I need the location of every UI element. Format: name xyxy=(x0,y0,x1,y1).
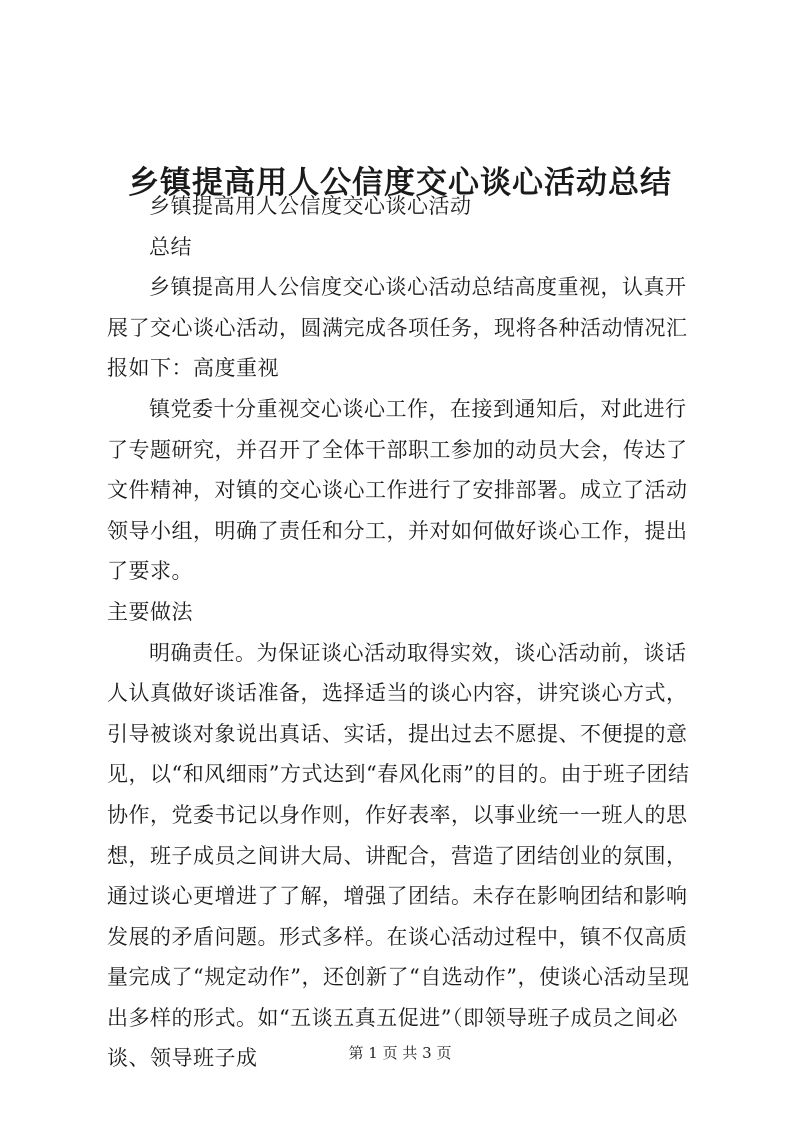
paragraph-leadership: 镇党委十分重视交心谈心工作，在接到通知后，对此进行了专题研究，并召开了全体干部职工参加的动员大会，传达了文件精神，对镇的交心谈心工作进行了安排部署。成立了活动领导小组，明确了责任和分工，并对如何做好谈心工作，提出了要求。 xyxy=(107,396,688,584)
document-body xyxy=(107,186,707,1079)
paragraph-intro: 乡镇提高用人公信度交心谈心活动总结高度重视，认真开展了交心谈心活动，圆满完成各项任务，现将各种活动情况汇报如下：高度重视 xyxy=(107,275,688,381)
subtitle-line-1: 乡镇提高用人公信度交心谈心活动 xyxy=(149,194,472,218)
paragraph-methods: 明确责任。为保证谈心活动取得实效，谈心活动前，谈话人认真做好谈话准备，选择适当的谈心内容，讲究谈心方式，引导被谈对象说出真话、实话，提出过去不愿提、不便提的意见，以“和风细雨”方式达到“春风化雨”的目的。由于班子团结协作，党委书记以身作则，作好表率，以事业统一一班人的思想，班子成员之间讲大局、讲配合，营造了团结创业的氛围，通过谈心更增进了了解，增强了团结。未存在影响团结和影响发展的矛盾问题。形式多样。在谈心活动过程中，镇不仅高质量完成了“规定动作”，还创新了“自选动作”，使谈心活动呈现出多样的形式。如“五谈五真五促进”（即领导班子成员之间必谈、领导班子成 xyxy=(107,640,690,1071)
document-title: 乡镇提高用人公信度交心谈心活动总结 xyxy=(128,164,672,201)
subtitle-line-2: 总结 xyxy=(149,234,192,259)
page-number-footer: 第 1 页 共 3 页 xyxy=(348,1044,452,1062)
section-heading-main-methods: 主要做法 xyxy=(107,599,193,624)
